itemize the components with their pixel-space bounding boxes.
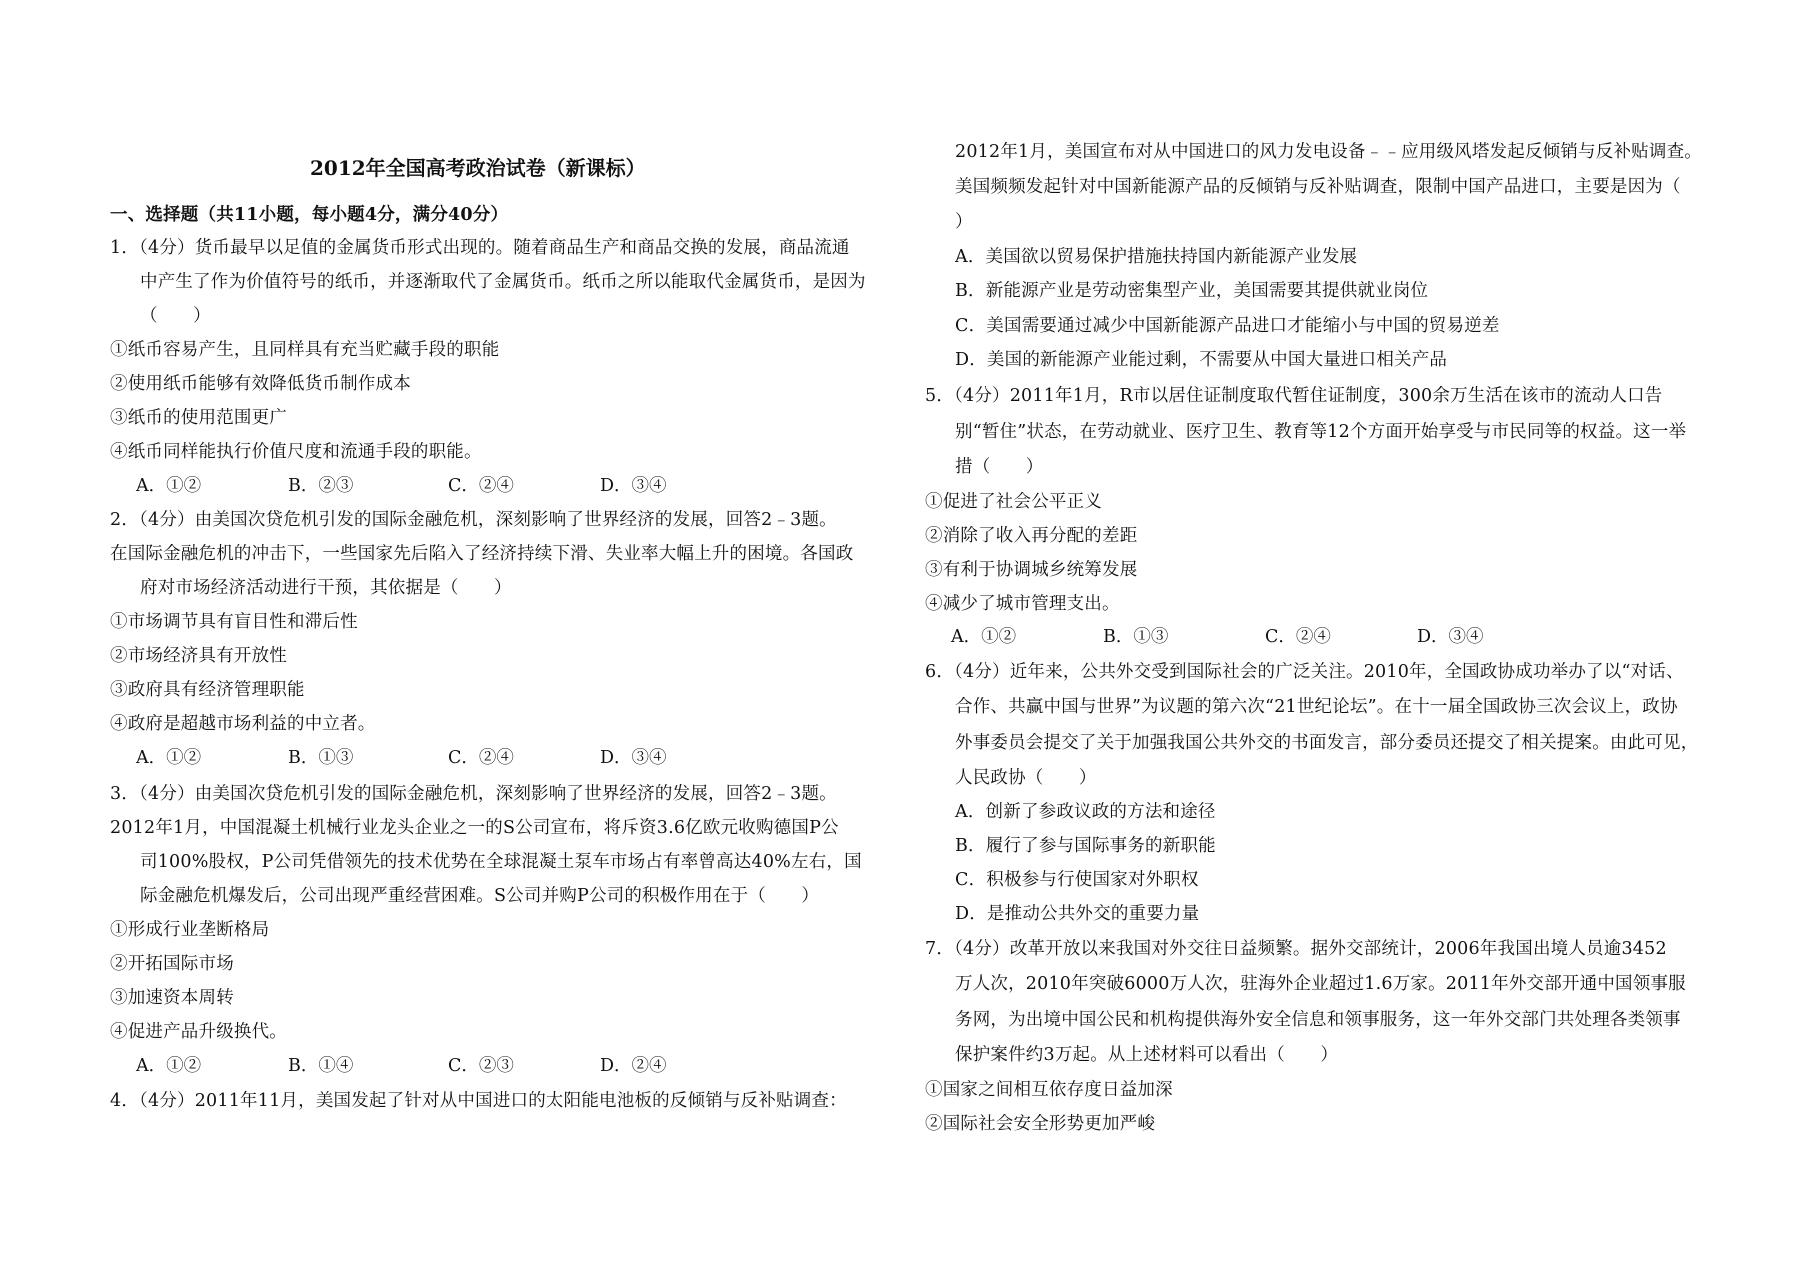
q2-options [136,746,667,770]
q7-item-2: ②国际社会安全形势更加严峻 [925,1114,1156,1134]
q1-item-3: ③纸币的使用范围更广 [110,408,287,428]
q3-line-3: 司100%股权，P公司凭借领先的技术优势在全球混凝土泵车市场占有率曾高达40%左右，国 [140,852,862,872]
q7-item-1: ①国家之间相互依存度日益加深 [925,1080,1173,1100]
q3-item-1: ①形成行业垄断格局 [110,920,270,940]
q5-item-4: ④减少了城市管理支出。 [925,594,1120,614]
q1-line-2: 中产生了作为价值符号的纸币，并逐渐取代了金属货币。纸币之所以能取代金属货币，是因为 [140,272,866,292]
q6-line-1: 6．（4分）近年来，公共外交受到国际社会的广泛关注。2010年，全国政协成功举办了以“对话、 [925,662,1684,682]
q7-line-4: 保护案件约3万起。从上述材料可以看出（ ） [955,1045,1339,1065]
q4-cont-line-3: ） [955,212,973,232]
q5-option-c[interactable]: C．②④ [1265,627,1331,647]
q5-item-2: ②消除了收入再分配的差距 [925,526,1138,546]
q3-line-2: 2012年1月，中国混凝土机械行业龙头企业之一的S公司宣布，将斥资3.6亿欧元收购德国P公 [110,818,839,838]
q6-line-2: 合作、共赢中国与世界”为议题的第六次“21世纪论坛”。在十一届全国政协三次会议上，政协 [955,697,1678,717]
q6-option-d[interactable]: D．是推动公共外交的重要力量 [955,904,1200,924]
q5-option-a[interactable]: A．①② [951,627,1017,647]
q3-item-4: ④促进产品升级换代。 [110,1022,287,1042]
q3-option-c[interactable]: C．②③ [448,1056,514,1076]
exam-title: 2012年全国高考政治试卷（新课标） [310,156,646,180]
q4-line-1: 4．（4分）2011年11月，美国发起了针对从中国进口的太阳能电池板的反倾销与反补贴调查： [110,1091,847,1111]
q3-options [136,1054,667,1078]
q3-option-d[interactable]: D．②④ [600,1056,667,1076]
q2-line-3: 府对市场经济活动进行干预，其依据是（ ） [140,578,512,598]
q2-option-b[interactable]: B．①③ [288,748,354,768]
q6-option-b[interactable]: B．履行了参与国际事务的新职能 [955,836,1216,856]
q1-line-3: （ ） [140,306,211,326]
q5-line-3: 措（ ） [955,457,1044,477]
q3-option-b[interactable]: B．①④ [288,1056,354,1076]
q7-line-1: 7．（4分）改革开放以来我国对外交往日益频繁。据外交部统计，2006年我国出境人员逾3452 [925,939,1667,959]
q1-options [136,474,667,498]
q1-option-d[interactable]: D．③④ [600,476,667,496]
q6-line-4: 人民政协（ ） [955,768,1097,788]
q4-cont-line-2: 美国频频发起针对中国新能源产品的反倾销与反补贴调查，限制中国产品进口，主要是因为（ [955,177,1681,197]
q1-item-2: ②使用纸币能够有效降低货币制作成本 [110,374,411,394]
q7-line-3: 务网，为出境中国公民和机构提供海外安全信息和领事服务，这一年外交部门共处理各类领事 [955,1010,1681,1030]
q3-line-4: 际金融危机爆发后，公司出现严重经营困难。S公司并购P公司的积极作用在于（ ） [140,886,820,906]
q2-option-c[interactable]: C．②④ [448,748,514,768]
q5-line-1: 5．（4分）2011年1月，R市以居住证制度取代暂住证制度，300余万生活在该市的流动人口告 [925,386,1663,406]
q5-options [951,625,1484,649]
q1-item-1: ①纸币容易产生，且同样具有充当贮藏手段的职能 [110,340,500,360]
q4-cont-line-1: 2012年1月，美国宣布对从中国进口的风力发电设备﹣﹣应用级风塔发起反倾销与反补贴调查。 [955,142,1702,162]
q4-option-b[interactable]: B．新能源产业是劳动密集型产业，美国需要其提供就业岗位 [955,281,1429,301]
q6-option-a[interactable]: A．创新了参政议政的方法和途径 [955,802,1216,822]
q1-item-4: ④纸币同样能执行价值尺度和流通手段的职能。 [110,442,482,462]
q6-line-3: 外事委员会提交了关于加强我国公共外交的书面发言，部分委员还提交了相关提案。由此可见， [955,733,1699,753]
q2-item-4: ④政府是超越市场利益的中立者。 [110,714,376,734]
q3-item-2: ②开拓国际市场 [110,954,234,974]
q2-line-1: 2．（4分）由美国次贷危机引发的国际金融危机，深刻影响了世界经济的发展，回答2﹣3题。 [110,510,837,530]
q5-item-3: ③有利于协调城乡统筹发展 [925,560,1138,580]
q2-item-3: ③政府具有经济管理职能 [110,680,305,700]
q3-option-a[interactable]: A．①② [136,1056,202,1076]
section-heading: 一、选择题（共11小题，每小题4分，满分40分） [110,205,509,225]
q4-option-c[interactable]: C．美国需要通过减少中国新能源产品进口才能缩小与中国的贸易逆差 [955,316,1500,336]
q4-option-d[interactable]: D．美国的新能源产业能过剩，不需要从中国大量进口相关产品 [955,350,1448,370]
q2-item-2: ②市场经济具有开放性 [110,646,287,666]
q1-option-c[interactable]: C．②④ [448,476,514,496]
q4-option-a[interactable]: A．美国欲以贸易保护措施扶持国内新能源产业发展 [955,247,1358,267]
q5-item-1: ①促进了社会公平正义 [925,492,1102,512]
q2-line-2: 在国际金融危机的冲击下，一些国家先后陷入了经济持续下滑、失业率大幅上升的困境。各国政 [110,544,854,564]
q5-option-b[interactable]: B．①③ [1103,627,1169,647]
q2-option-d[interactable]: D．③④ [600,748,667,768]
q3-item-3: ③加速资本周转 [110,988,234,1008]
q5-option-d[interactable]: D．③④ [1417,627,1484,647]
q2-item-1: ①市场调节具有盲目性和滞后性 [110,612,358,632]
q2-option-a[interactable]: A．①② [136,748,202,768]
q1-option-b[interactable]: B．②③ [288,476,354,496]
q6-option-c[interactable]: C．积极参与行使国家对外职权 [955,870,1199,890]
q1-line-1: 1．（4分）货币最早以足值的金属货币形式出现的。随着商品生产和商品交换的发展，商品流通 [110,238,850,258]
q3-line-1: 3．（4分）由美国次贷危机引发的国际金融危机，深刻影响了世界经济的发展，回答2﹣3题。 [110,784,837,804]
q1-option-a[interactable]: A．①② [136,476,202,496]
q7-line-2: 万人次，2010年突破6000万人次，驻海外企业超过1.6万家。2011年外交部开通中国领事服 [955,974,1686,994]
q5-line-2: 别“暂住”状态，在劳动就业、医疗卫生、教育等12个方面开始享受与市民同等的权益。这一举 [955,422,1687,442]
